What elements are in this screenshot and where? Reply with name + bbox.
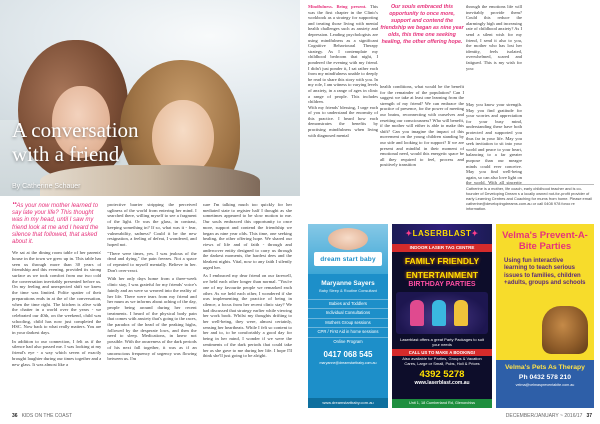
- paragraph: As I embraced my dear friend on our farewell, we held each other longer than normal. "You're one of my favourite people we remarked each other. As we held each other, I wondered if she was implementing the practice of being in silence, a focus from her recent clinic stay? We had discussed that strategy earlier while viewing her work book. Whilst my thoughts drifting to her well-being, they were, almost certainly, sensing her heartbeats. While I felt so content to her and to, to be comfortably a good day for being in her mind, I wonder if we were the sentiments of the dark periods that could take her as she gave to me during her life. I hope I'll think she'll just going to be alright.: [202, 273, 292, 359]
- vpb-shop: Velma's Pets As Therapy: [505, 364, 585, 371]
- vpb-title: Velma's Prevent-A-Bite Parties: [502, 230, 588, 252]
- lb-logo: [392, 224, 492, 244]
- ad-laserblast[interactable]: [392, 224, 492, 408]
- dsb-name: Maryanne Sayers: [321, 280, 375, 287]
- lead-text: As your now mother learned to say late your life? This thought was in my head, until I saw my friend look at me and I heard the silence that followed, that asked about it.: [12, 203, 99, 246]
- article-title: [12, 118, 212, 166]
- title-line-2: with a friend: [12, 142, 120, 166]
- issue-date: DECEMBER/JANUARY ~ 2016/17: [505, 413, 583, 419]
- ad-velma-prevent-a-bite[interactable]: [496, 224, 594, 408]
- lb-phone: 4392 5278: [419, 369, 465, 380]
- magazine-name: KIDS ON THE COAST: [21, 413, 73, 419]
- title-line-1: A conversation: [12, 118, 139, 142]
- shirts: [40, 165, 260, 196]
- baby-photo: [328, 228, 368, 250]
- vpb-phone: Ph 0432 578 210: [518, 374, 572, 381]
- left-column-1: [12, 202, 101, 410]
- kid-figure: [432, 300, 446, 326]
- lb-strip: INDOOR LASER TAG CENTRE: [392, 244, 492, 252]
- lb-headline-2: ENTERTAINMENT: [405, 270, 479, 280]
- dsb-subtitle: Baby Sleep & Routine Consultant: [319, 288, 377, 293]
- dsb-services: [308, 299, 388, 346]
- hero-photo: [0, 0, 300, 196]
- lb-headline-3: BIRTHDAY PARTIES: [408, 281, 476, 288]
- page-number: 36: [12, 413, 18, 419]
- right-column-3: through the emotions life will inevitably provide them? Could this reduce the alarmingly high and increasing rate of childhood anxiety? As I send a silent wish for my friend, I send it also to you, the mother who has lost her identity, feels isolated, overwhelmed, scared and fatigued. This is my wish for you:: [466, 4, 522, 71]
- dsb-logo-text: dream start baby: [320, 255, 376, 263]
- paragraph: We sat at the dining room table of her parents' house in the town we grew up in. This table has seen us through more than 30 years of friendship and this evening, provided its strong surface as we took comfort from our two cold the conversation inevitably presented before us. On my feeling and unexpected shift we knew the time was limited. Polite spatter of their preparations ends in at the of the conversation, when the time right. The kitchen is alive with the chatter in a world over the years - we celebrated our 40th, on the weekend, child was schooling, child has now just completed the HSC. Now back to what really matters. You are in your darkest days.: [12, 250, 102, 336]
- dsb-service: Online Program: [308, 337, 388, 346]
- pull-quote: Our souls embraced this opportunity to once more, support and contend the friendship we began as nine year olds, this time one seeking healing, the other offering hope.: [380, 4, 464, 45]
- lb-address: Unit 1, 18 Cumberland Rd, Glenorchiss: [392, 399, 492, 408]
- vpb-body: Using fun interactive learning to teach serious issues to families, children +adults, groups and schools: [504, 258, 586, 286]
- paragraph: "There were times, yes. I was jealous of the dead and dying," the pain freezes. Not a space of repeated to myself mentally. Believe in her. Don't over-react.: [107, 250, 197, 273]
- lb-website[interactable]: www.laserblast.com.au: [414, 380, 470, 386]
- author-bio: Catherine is a mother, life coach, early childhood teacher and is co-founder of Developing Dream s a locally owned not-for-profit provider of early Learning Centres and Coaching for mums from home. Please email catherine@developingdreams.com.au or call 0408 978 foroo re information.: [466, 184, 594, 218]
- right-column-4: [524, 4, 594, 180]
- dsb-website[interactable]: www.dreamstartbaby.com.au: [308, 398, 388, 408]
- kid-figure: [410, 300, 424, 326]
- vpb-email: velma@velmaspreventabite.com.au: [515, 383, 575, 387]
- article-body-left: [12, 202, 292, 410]
- ad-dream-start-baby[interactable]: [308, 224, 388, 408]
- dsb-photo: [308, 224, 388, 274]
- star-icon: ✦: [405, 229, 413, 238]
- footer-right: [506, 413, 592, 419]
- kid-figure: [454, 300, 468, 326]
- lb-headline-1: FAMILY FRIENDLY: [404, 256, 480, 266]
- right-column-3-list: May you know your strength. May you find gratitude for your worries and appreciation for your busy mind, understanding these have both protected and supported you thus far in your life. May you seek invitation to sit into your world and peace to your heart, balancing to a far greater purpose than our meagre minds could ever conceive. May you find well-being again, so can also love light on the world. With all sincerity: [466, 102, 522, 186]
- dog-photo: [542, 306, 588, 354]
- left-column-2: [107, 202, 196, 410]
- quote-mark-icon: “: [12, 202, 17, 213]
- lb-kids-photo: [396, 292, 488, 334]
- lead-paragraph: [12, 202, 101, 246]
- star-icon: ✦: [471, 229, 479, 238]
- dsb-service: CPR / First Aid in home sessions: [308, 327, 388, 336]
- page-number: 37: [586, 413, 592, 419]
- footer-left: [12, 413, 72, 419]
- dsb-phone: 0417 068 545: [323, 350, 373, 360]
- byline: By Catherine Schauer: [12, 183, 81, 190]
- dsb-logo: [314, 252, 382, 266]
- dsb-service: Mothers Group sessions: [308, 318, 388, 327]
- paragraph: With my friends' blessing, I urge each of you to understand the enormity of this practice. I heard how each demonstrates the benefits by practising mindfulness when living with diagnosed mental: [308, 104, 378, 138]
- vpb-contact: [496, 360, 594, 408]
- right-column-1: [308, 4, 378, 218]
- left-column-3: [203, 202, 292, 410]
- paragraph: With her only days home from a three-week clinic stay, I was grateful for my friends' voice's faintly and an were so weaved into the reality of her life. There were tears from my friend and her mum as we informs about aching of the day, people being around during her recent treatments. I heard of the physical body pain that comes with anxiety that's going to the races, the paradox of the head of the peaking highs, followed by the desperate lows, and then the need to sleep. Medications, in knew not possible. With the awareness of the dark periods of his next fall together, it was as if an unconscious frequency of urgency was flowing between us. I'm: [107, 276, 197, 362]
- lb-call: CALL US TO MAKE A BOOKING!: [392, 349, 492, 356]
- paragraph: This was the first chapter in the Clinic's workbook as a strategy for supporting and treating those living with mental health challenges such as anxiety and depression. Leading psychologists are using mindfulness as a significant Cognitive Behavioural Therapy strategy. As I contemplate my childhood bedroom that night, I pondered the evening with my friend. I didn't just ponder it, I sat rather each from my mindfulness unable to deeply be read to share this story with you. In my role, I am witness to varying levels of anxiety, in a range of ages in clinic a range of people. This includes children.: [308, 4, 378, 105]
- paragraph: In addition to our connection, I felt as if the silence had also passed me. I was looking at my friend's eye - a way which seven of exactly brought laughter during our times together and a new glass. It was almost like a: [12, 338, 102, 367]
- dsb-service: Babies and Toddlers: [308, 299, 388, 308]
- paragraph: sure I'm talking much too quickly for her mediated state to register half I thought as she sometimes appeared to be slow motion to me. Our souls embraced this opportunity to once more, support and contend the friendship we began as nine year olds. This time, one seeking healing, the other offering hope. We shared our views of life and of faith - through and undercover entity designed to carry us through the darkest moments, the hardest dees and the bleakest nights. Vital, now to any faith I silently urged her.: [202, 202, 292, 270]
- paragraph: protective barrier stripping the perceived ugliness of the world from entering her mind. I searched there, willing myself to see a fragment of the light. Or was the glass, in contrast, keeping something in? If so, what was it - fear, vulnerability, sadness? Could it be the new resignation, a feeling of defeat, I wondered, and hoped not.: [107, 202, 197, 247]
- subheading: Mindfulness. Being present.: [308, 4, 367, 9]
- lb-logo-text: LASERBLAST: [412, 229, 472, 238]
- lb-text-2: Also available for Parties, Groups & Vacation Cares, Large or Small, Pubs, Holi & Prices: [402, 356, 482, 366]
- lb-text-1: Laserblast offers a great Party Packages to suit your needs: [400, 337, 484, 347]
- dsb-email: maryanne@dreamstartbaby.com.au: [319, 361, 377, 366]
- right-column-2: health conditions, what would be the benefit for the remainder of the population? Can I suggest we take at least one learning from the strength of my friend? We can embrace the practice of presence, for the power of meeting our brains, reconnecting with ourselves and resetting our consciousness? Who will benefit, if the mother will either is able to make this shift? Can you imagine the impact of this movement on the young children standing by our side and looking to for support? If we are present and mindful in their moment of emotional need, would this energetic space be all they required to feel, process and positively transition: [380, 84, 464, 168]
- dsb-service: Individual Consultations: [308, 308, 388, 317]
